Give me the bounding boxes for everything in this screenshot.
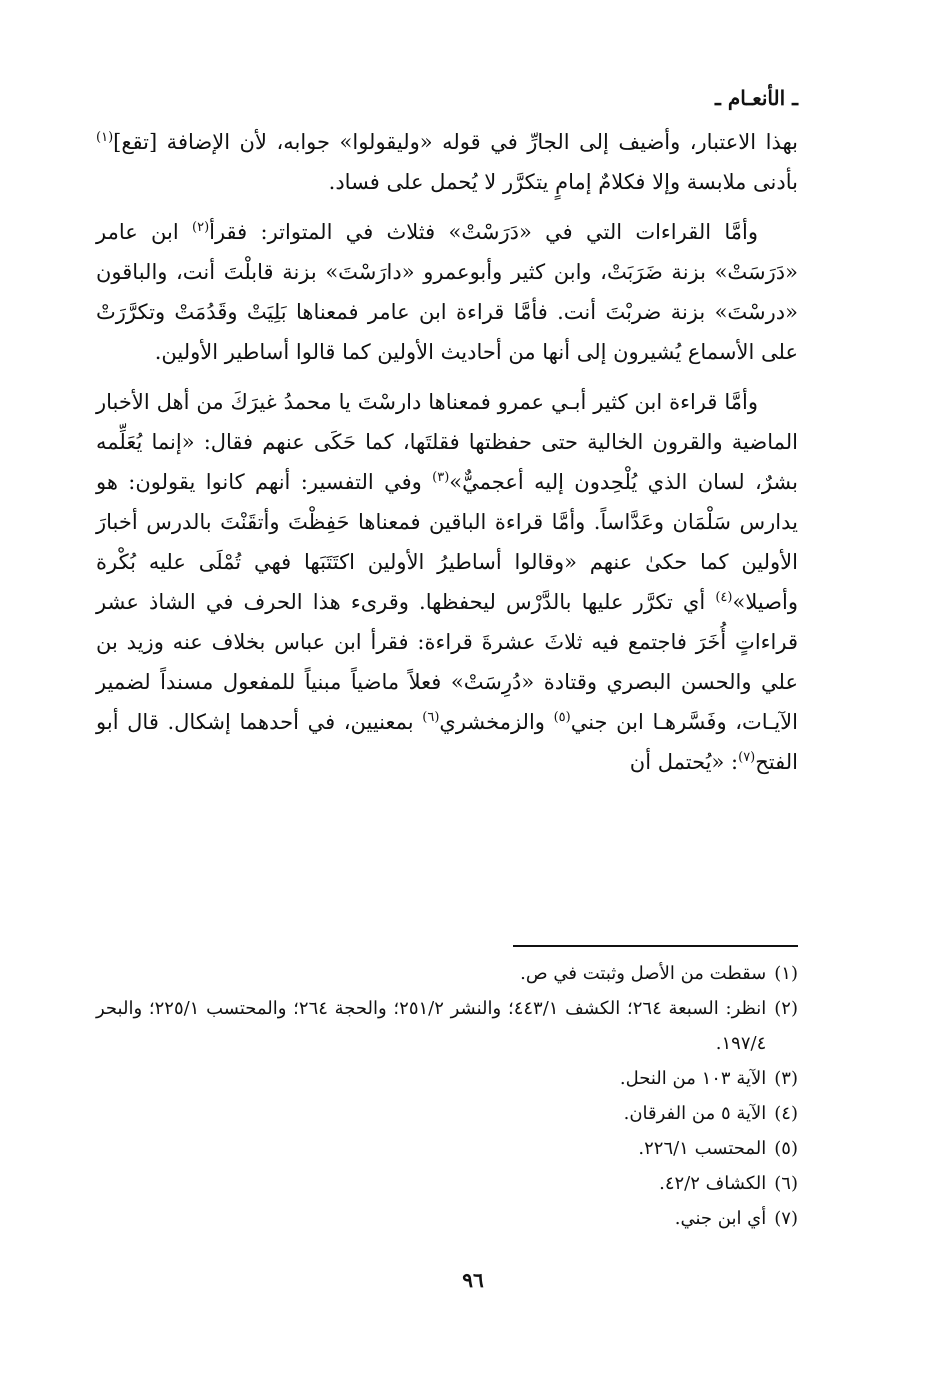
paragraph-3-text-e: بمعنيين، في أحدهما إشكال. قال أبو الفتح	[96, 710, 798, 774]
footnote-item	[96, 1131, 798, 1166]
paragraph-3-text-b: وفي التفسير: أنهم كانوا يقولون: هو يدارس سَلْمَان وعَدَّاساً. وأمَّا قراءة الباقين فمعناها حَفِظْتَ وأتقَنْتَ بالدرس أخبارَ الأولين كما حكىٰ عنهم «وقالوا أساطيرُ الأولين اكتَتَبَها فهي تُمْلَى عليه بُكْرة وأصيلا»	[96, 470, 798, 614]
footnote-number: (٦)	[774, 1173, 798, 1194]
footnote-text: انظر: السبعة ٢٦٤؛ الكشف ٤٤٣/١؛ والنشر ٢٥١/٢؛ والحجة ٢٦٤؛ والمحتسب ٢٢٥/١؛ والبحر ١٩٧/٤.	[96, 998, 767, 1054]
footnotes-list	[96, 956, 798, 1236]
footnote-item	[96, 1166, 798, 1201]
footnote-item	[96, 956, 798, 991]
paragraph-3-text-f: : «يُحتمل أن	[629, 750, 739, 774]
footnote-number: (٢)	[774, 998, 798, 1019]
page-number: ٩٦	[462, 1268, 484, 1292]
footnote-ref-7: (٧)	[738, 750, 756, 765]
footnote-ref-5: (٥)	[553, 710, 571, 725]
footnote-text: الآية ٥ من الفرقان.	[623, 1103, 767, 1124]
footnote-ref-1: (١)	[96, 130, 114, 145]
paragraph-1-text-b: بأدنى ملابسة وإلا فكلامٌ إمامٍ يتكرَّر لا يُحمل على فساد.	[328, 170, 798, 194]
footnote-text: سقطت من الأصل وثبتت في ص.	[520, 963, 767, 984]
footnote-number: (١)	[774, 963, 798, 984]
main-text	[96, 122, 798, 792]
footnote-item	[96, 1096, 798, 1131]
footnote-number: (٧)	[774, 1208, 798, 1229]
paragraph-1-text-a: بهذا الاعتبار، وأضيف إلى الجارِّ في قوله «وليقولوا» جوابه، لأن الإضافة [تقع]	[113, 130, 798, 154]
footnote-item	[96, 1061, 798, 1096]
footnote-text: أي ابن جني.	[674, 1208, 767, 1229]
footnote-number: (٤)	[774, 1103, 798, 1124]
paragraph-2-text-a: وأمَّا القراءات التي في «دَرَسْتْ» فثلاث في المتواتر: فقرأ	[209, 220, 758, 244]
paragraph-3	[96, 382, 798, 782]
footnote-text: الكشاف ٤٢/٢.	[659, 1173, 767, 1194]
paragraph-1	[96, 122, 798, 202]
paragraph-3-text-d: والزمخشري	[439, 710, 554, 734]
paragraph-3-text-a: وأمَّا قراءة ابن كثير أبـي عمرو فمعناها دارسْتَ يا محمدُ غيرَكَ من أهل الأخبار الماضية والقرون الخالية حتى حفظتها فقلتَها، كما حَكَى عنهم فقال: «إنما يُعَلِّمه بشرٌ، لسان الذي يُلْحِدون إليه أعجميٌّ»	[96, 390, 798, 494]
running-header: ـ الأنعـام ـ	[715, 86, 798, 110]
footnote-text: المحتسب ٢٢٦/١.	[638, 1138, 767, 1159]
footnote-number: (٥)	[774, 1138, 798, 1159]
footnote-divider	[513, 945, 798, 947]
footnote-ref-6: (٦)	[422, 710, 440, 725]
footnote-ref-4: (٤)	[715, 590, 733, 605]
footnote-ref-2: (٢)	[192, 220, 210, 235]
paragraph-2-text-b: ابن عامر «دَرَسَتْ» بزنة ضَرَبَتْ، وابن كثير وأبوعمرو «دارَسْتَ» بزنة قابلْتَ أنت، والباقون «درسْتَ» بزنة ضربْتَ أنت. فأمَّا قراءة ابن عامر فمعناها بَلِيَتْ وقَدُمَتْ وتكرَّرَتْ على الأسماع يُشيرون إلى أنها من أحاديث الأولين كما قالوا أساطير الأولين.	[96, 220, 798, 364]
paragraph-3-text-c: أي تكرَّر عليها بالدَّرْس ليحفظها. وقرىء هذا الحرف في الشاذ عشر قراءاتٍ أُخَرَ فاجتمع فيه ثلاثَ عشرةَ قراءة: فقرأ ابن عباس بخلاف عنه وزيد بن علي والحسن البصري وقتادة «دُرِسَتْ» فعلاً ماضياً مبنياً للمفعول مسنداً لضمير الآيـات، وفَسَّرهـا ابن جني	[96, 590, 798, 734]
footnote-item	[96, 991, 798, 1061]
footnote-ref-3: (٣)	[432, 470, 450, 485]
footnote-item	[96, 1201, 798, 1236]
paragraph-2	[96, 212, 798, 372]
footnote-number: (٣)	[774, 1068, 798, 1089]
footnote-text: الآية ١٠٣ من النحل.	[619, 1068, 767, 1089]
